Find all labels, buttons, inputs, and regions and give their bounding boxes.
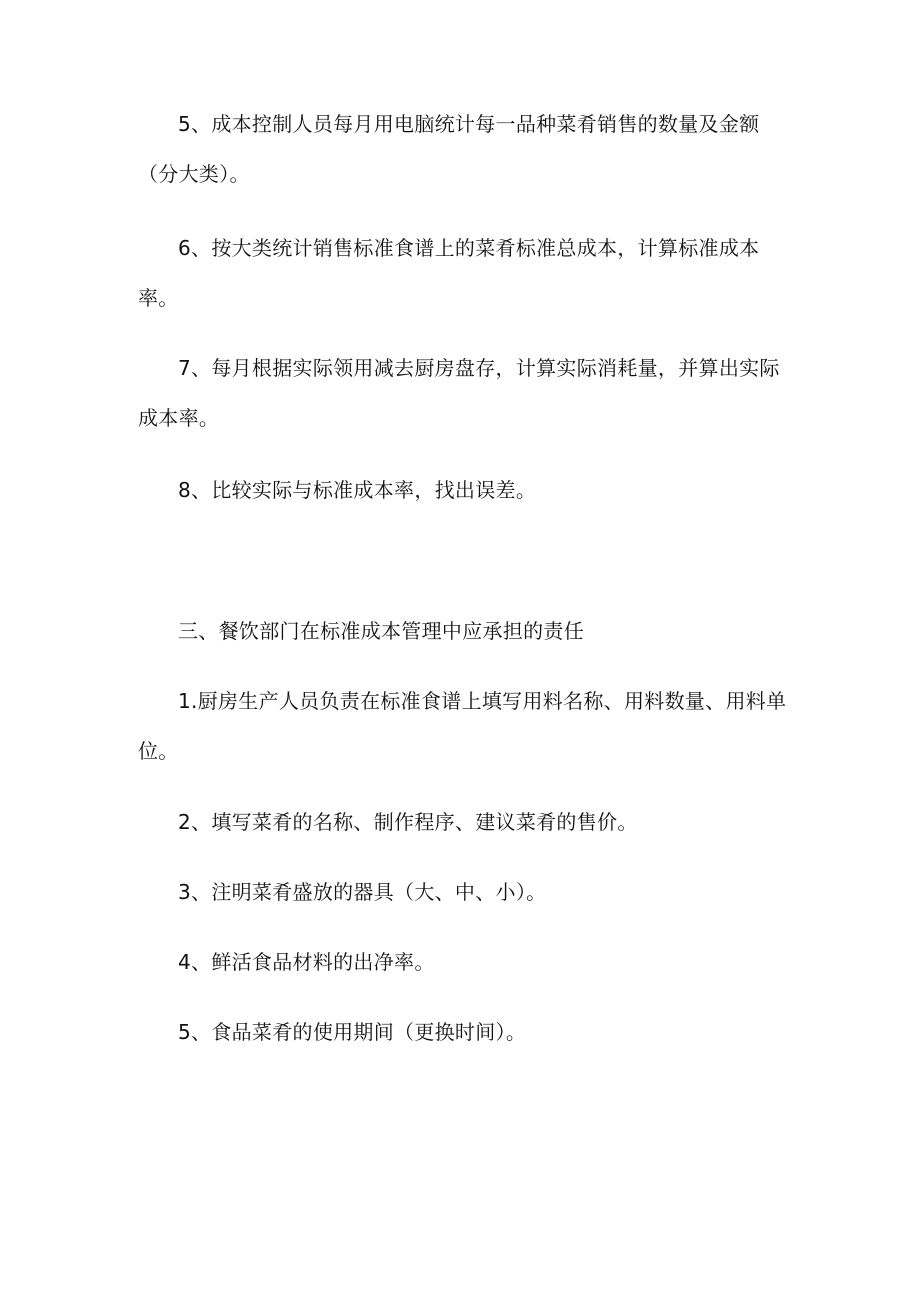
item-text-line: 8、比较实际与标准成本率，找出误差。 [178,478,537,502]
item-text-continuation: 位。 [138,739,179,763]
item-text-continuation: 成本率。 [138,406,220,430]
list-item [138,343,788,443]
list-item [138,937,788,987]
item-text-line: 2、填写菜肴的名称、制作程序、建议菜肴的售价。 [178,810,638,834]
item-text-continuation: （分大类）。 [138,162,250,186]
section-heading: 三、餐饮部门在标准成本管理中应承担的责任 [178,619,584,643]
list-item [138,465,788,515]
item-text-line: 4、鲜活食品材料的出净率。 [178,950,435,974]
item-text-line: 5、成本控制人员每月用电脑统计每一品种菜肴销售的数量及金额 [178,112,760,136]
item-text-continuation: 率。 [138,286,179,310]
item-text-line: 1.厨房生产人员负责在标准食谱上填写用料名称、用料数量、用料单 [178,689,787,713]
list-item [138,867,788,917]
item-text-line: 6、按大类统计销售标准食谱上的菜肴标准总成本，计算标准成本 [178,236,760,260]
item-text-line: 3、注明菜肴盛放的器具（大、中、小）。 [178,880,547,904]
item-text-line: 5、食品菜肴的使用期间（更换时间）。 [178,1020,527,1044]
list-item [138,676,788,776]
item-text-line: 7、每月根据实际领用减去厨房盘存，计算实际消耗量，并算出实际 [178,356,780,380]
list-item [138,99,788,199]
list-item [138,223,788,323]
list-item [138,1007,788,1057]
list-item [138,797,788,847]
